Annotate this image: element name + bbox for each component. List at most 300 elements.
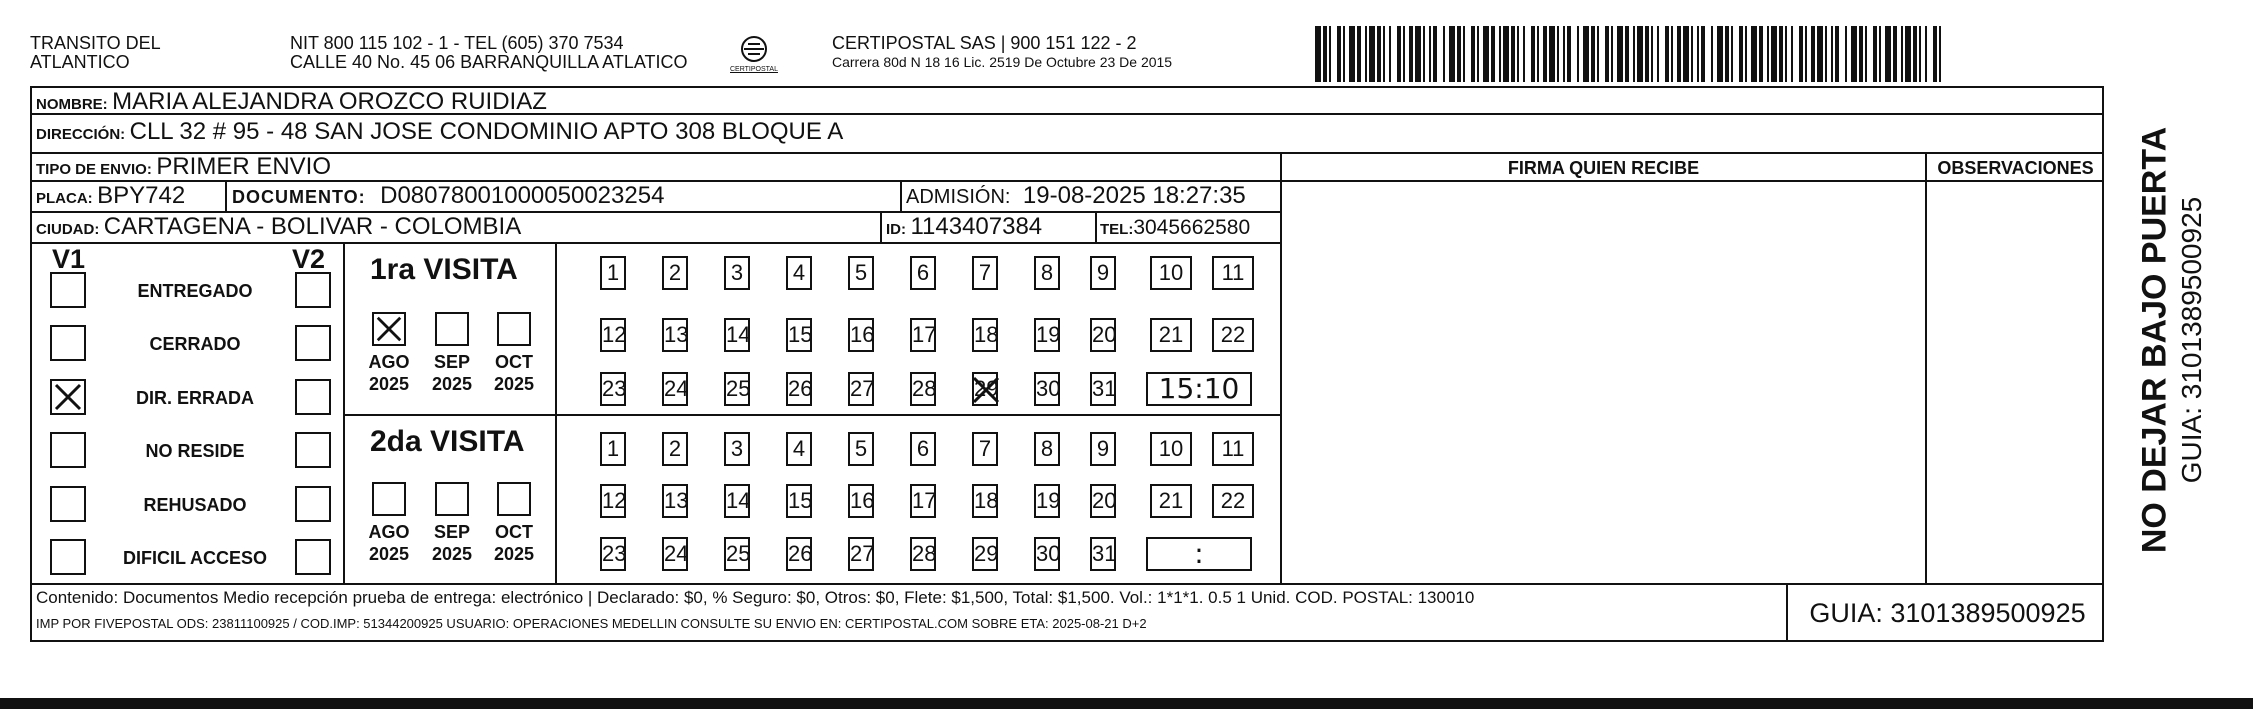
- visit1-month-checkbox[interactable]: [435, 312, 469, 346]
- visit1-time-value: 15:10: [1158, 372, 1240, 405]
- barcode-bar: [1499, 26, 1501, 82]
- visit1-day-box[interactable]: [910, 372, 936, 406]
- city-label: CIUDAD:: [36, 221, 100, 238]
- visit1-month-year: 2025: [493, 374, 535, 394]
- visit2-time-value: :: [1194, 537, 1204, 570]
- visit2-day-box[interactable]: [910, 432, 936, 466]
- barcode-bar: [1549, 26, 1555, 82]
- visit1-day-box[interactable]: [724, 318, 750, 352]
- barcode-bar: [1557, 26, 1559, 82]
- visit2-day-number: 25: [726, 541, 751, 566]
- visit2-day-number: 2: [668, 436, 682, 461]
- visit2-day-number: 9: [1096, 436, 1110, 461]
- visit2-day-number: 3: [730, 436, 744, 461]
- type-row: [36, 153, 331, 181]
- barcode-bar: [1771, 26, 1777, 82]
- visit2-day-number: 6: [916, 436, 930, 461]
- barcode-bar: [1463, 26, 1465, 82]
- sender-name-line2: ATLANTICO: [30, 52, 130, 72]
- barcode-bar: [1415, 26, 1421, 82]
- visit2-day-number: 31: [1092, 541, 1117, 566]
- footer-guide-number: GUIA: 3101389500925: [1809, 598, 2086, 628]
- visit2-day-number: 19: [1036, 488, 1061, 513]
- barcode-bar: [1511, 26, 1515, 82]
- barcode-bar: [1701, 26, 1705, 82]
- barcode-bar: [1563, 26, 1565, 82]
- visit1-day-number: 1: [606, 260, 620, 285]
- check-x-icon: [970, 374, 1002, 406]
- barcode-bar: [1767, 26, 1769, 82]
- barcode-bar: [1825, 26, 1827, 82]
- barcode-bar: [1901, 26, 1903, 82]
- visit2-day-number: 26: [788, 541, 813, 566]
- visit2-day-box[interactable]: [972, 484, 998, 518]
- visit1-day-number: 16: [850, 322, 875, 347]
- signature-header: FIRMA QUIEN RECIBE: [1507, 158, 1700, 178]
- visit1-day-number: 20: [1092, 322, 1117, 347]
- visit1-day-box[interactable]: [662, 256, 688, 290]
- barcode-bar: [1745, 26, 1747, 82]
- barcode-bar: [1357, 26, 1361, 82]
- visit1-month-year: 2025: [368, 374, 410, 394]
- visit2-day-number: 20: [1092, 488, 1117, 513]
- barcode-bar: [1389, 26, 1391, 82]
- barcode-bar: [1409, 26, 1413, 82]
- barcode-bar: [1925, 26, 1927, 82]
- v2-checkbox[interactable]: [295, 486, 331, 522]
- visit2-day-box[interactable]: [972, 432, 998, 466]
- visit1-day-box[interactable]: [1034, 256, 1060, 290]
- courier-address: Carrera 80d N 18 16 Lic. 2519 De Octubre 23 De 2015: [832, 54, 1173, 70]
- visit1-day-number: 14: [726, 322, 751, 347]
- visit2-month-checkbox[interactable]: [435, 482, 469, 516]
- barcode-bar: [1651, 26, 1653, 82]
- visit1-day-box[interactable]: [600, 318, 626, 352]
- observations-header: OBSERVACIONES: [1937, 158, 2094, 178]
- barcode-bar: [1523, 26, 1525, 82]
- visit1-day-box[interactable]: [1034, 318, 1060, 352]
- visit2-title: 2da VISITA: [370, 425, 525, 458]
- v2-checkbox[interactable]: [295, 379, 331, 415]
- status-label: ENTREGADO: [137, 281, 253, 301]
- visit2-day-box[interactable]: [910, 484, 936, 518]
- plate-label: PLACA:: [36, 190, 93, 207]
- visit1-day-number: 22: [1220, 322, 1246, 347]
- barcode-bar: [1717, 26, 1723, 82]
- visit2-day-number: 30: [1036, 541, 1061, 566]
- barcode-bar: [1577, 26, 1579, 82]
- v1-label: V1: [52, 244, 86, 274]
- visit2-day-number: 13: [664, 488, 689, 513]
- document-label: DOCUMENTO:: [232, 187, 366, 207]
- visit1-day-number: 17: [912, 322, 937, 347]
- visit2-month-label: OCT: [495, 522, 533, 542]
- visit2-day-number: 27: [850, 541, 875, 566]
- visit1-day-number: 2: [668, 260, 682, 285]
- barcode-bar: [1429, 26, 1431, 82]
- certipostal-logo: [730, 32, 778, 76]
- visit2-day-box[interactable]: [662, 432, 688, 466]
- visit1-day-box[interactable]: [848, 256, 874, 290]
- status-label: REHUSADO: [143, 495, 247, 515]
- visit1-day-number: 4: [792, 260, 806, 285]
- visit1-day-box[interactable]: [1212, 318, 1254, 352]
- barcode-bar: [1645, 26, 1649, 82]
- visit2-day-box[interactable]: [1090, 537, 1116, 571]
- visit2-day-box[interactable]: [1150, 484, 1192, 518]
- courier-nit: CERTIPOSTAL SAS | 900 151 122 - 2: [832, 33, 1137, 53]
- visit1-day-number: 6: [916, 260, 930, 285]
- barcode-bar: [1893, 26, 1897, 82]
- visit2-day-box[interactable]: [724, 537, 750, 571]
- visit2-day-box[interactable]: [1212, 484, 1254, 518]
- barcode-bar: [1919, 26, 1921, 82]
- visit2-day-number: 22: [1220, 488, 1246, 513]
- visit1-day-number: 5: [854, 260, 868, 285]
- address-label: DIRECCIÓN:: [36, 126, 126, 143]
- barcode-bar: [1905, 26, 1911, 82]
- barcode-bar: [1759, 26, 1763, 82]
- visit1-day-box[interactable]: [786, 256, 812, 290]
- v2-checkbox[interactable]: [295, 539, 331, 575]
- visit2-time-box[interactable]: [1146, 537, 1252, 571]
- barcode-bar: [1591, 26, 1595, 82]
- visit2-day-box[interactable]: [786, 484, 812, 518]
- visit2-month-checkbox[interactable]: [372, 482, 406, 516]
- tel-value: 3045662580: [1133, 216, 1251, 239]
- visit2-day-box[interactable]: [724, 432, 750, 466]
- visit1-day-number: 29: [974, 376, 999, 401]
- barcode-bar: [1731, 26, 1733, 82]
- tel-label: TEL:: [1100, 221, 1134, 238]
- visit1-day-box[interactable]: [600, 256, 626, 290]
- visit1-day-number: 11: [1221, 260, 1245, 285]
- visit1-time-box[interactable]: [1146, 372, 1252, 406]
- visit2-month-label: AGO: [368, 522, 410, 542]
- visit2-day-box[interactable]: [724, 484, 750, 518]
- barcode-bar: [1811, 26, 1815, 82]
- visit2-day-number: 18: [974, 488, 999, 513]
- visit1-day-box[interactable]: [910, 256, 936, 290]
- barcode-bar: [1543, 26, 1547, 82]
- v1-checkbox[interactable]: [50, 486, 86, 522]
- visit2-day-box[interactable]: [972, 537, 998, 571]
- barcode-bar: [1913, 26, 1917, 82]
- barcode-bar: [1449, 26, 1455, 82]
- visit2-day-number: 7: [978, 436, 992, 461]
- visit2-day-number: 5: [854, 436, 868, 461]
- visit2-day-box[interactable]: [848, 537, 874, 571]
- visit2-day-number: 23: [602, 541, 627, 566]
- logo-caption: CERTIPOSTAL: [730, 66, 778, 73]
- tel-field: [1100, 216, 1250, 240]
- barcode-bar: [1343, 26, 1345, 82]
- barcode-bar: [1933, 26, 1937, 82]
- sender-contact: [290, 34, 688, 72]
- visit1-day-number: 12: [602, 322, 627, 347]
- barcode-bar: [1597, 26, 1599, 82]
- visit2-day-box[interactable]: [1034, 537, 1060, 571]
- barcode-bar: [1725, 26, 1729, 82]
- barcode-bar: [1625, 26, 1629, 82]
- barcode-bar: [1939, 26, 1941, 82]
- plate-field: [36, 182, 185, 210]
- visit1-day-number: 10: [1158, 260, 1184, 285]
- visit1-day-number: 27: [850, 376, 875, 401]
- visit2-day-box[interactable]: [848, 432, 874, 466]
- name-label: NOMBRE:: [36, 96, 108, 113]
- visit1-day-box[interactable]: [1150, 256, 1192, 290]
- shipment-type: PRIMER ENVIO: [156, 153, 332, 180]
- visit1-day-box[interactable]: [786, 372, 812, 406]
- barcode-bar: [1791, 26, 1793, 82]
- v2-label: V2: [292, 244, 326, 274]
- visit1-day-number: 15: [788, 322, 813, 347]
- visit1-day-box[interactable]: [972, 318, 998, 352]
- admission-value: 19-08-2025 18:27:35: [1022, 182, 1246, 209]
- visit2-day-box[interactable]: [600, 537, 626, 571]
- barcode-bar: [1483, 26, 1489, 82]
- document-field: [232, 182, 664, 210]
- visit2-day-box[interactable]: [910, 537, 936, 571]
- visit2-day-box[interactable]: [1034, 432, 1060, 466]
- visit2-month-year: 2025: [431, 544, 473, 564]
- status-label: CERRADO: [149, 334, 241, 354]
- barcode-bar: [1865, 26, 1867, 82]
- barcode-bar: [1885, 26, 1891, 82]
- visit2-month-label: SEP: [433, 522, 471, 542]
- barcode-bar: [1433, 26, 1437, 82]
- visit2-day-number: 8: [1040, 436, 1054, 461]
- barcode-bar: [1633, 26, 1635, 82]
- barcode-bar: [1365, 26, 1367, 82]
- barcode-bar: [1785, 26, 1787, 82]
- visit1-day-number: 30: [1036, 376, 1061, 401]
- visit1-day-number: 7: [978, 260, 992, 285]
- barcode-bar: [1423, 26, 1425, 82]
- visit2-day-box[interactable]: [1090, 484, 1116, 518]
- city-field: [36, 213, 521, 241]
- visit1-day-box[interactable]: [972, 256, 998, 290]
- visit2-day-box[interactable]: [662, 537, 688, 571]
- visit1-day-box[interactable]: [848, 318, 874, 352]
- barcode-bar: [1323, 26, 1327, 82]
- visit2-day-number: 1: [606, 436, 620, 461]
- visit1-day-number: 23: [602, 376, 627, 401]
- visit1-day-number: 31: [1092, 376, 1117, 401]
- visit2-day-number: 12: [602, 488, 627, 513]
- visit1-day-box[interactable]: [1150, 318, 1192, 352]
- barcode-bar: [1503, 26, 1509, 82]
- recipient-address: CLL 32 # 95 - 48 SAN JOSE CONDOMINIO APTO 308 BLOQUE A: [129, 118, 844, 145]
- visit1-day-box[interactable]: [724, 256, 750, 290]
- sender-address: CALLE 40 No. 45 06 BARRANQUILLA ATLATICO: [290, 52, 688, 72]
- visit1-day-number: 26: [788, 376, 813, 401]
- visit2-day-number: 21: [1158, 488, 1184, 513]
- barcode-bar: [1457, 26, 1461, 82]
- v1-checkbox[interactable]: [50, 325, 86, 361]
- name-row: [36, 88, 547, 116]
- visit2-day-box[interactable]: [600, 432, 626, 466]
- visit2-day-number: 17: [912, 488, 937, 513]
- visit1-day-box[interactable]: [848, 372, 874, 406]
- sender-nit-tel: NIT 800 115 102 - 1 - TEL (605) 370 7534: [290, 33, 624, 53]
- visit2-day-number: 29: [974, 541, 999, 566]
- barcode-bar: [1617, 26, 1623, 82]
- v2-checkbox[interactable]: [295, 432, 331, 468]
- barcode-bar: [1349, 26, 1355, 82]
- barcode-bar: [1879, 26, 1881, 82]
- barcode-bar: [1383, 26, 1385, 82]
- barcode-bar: [1683, 26, 1689, 82]
- barcode-bar: [1369, 26, 1375, 82]
- barcode-bar: [1443, 26, 1445, 82]
- barcode-bar: [1873, 26, 1877, 82]
- barcode-bar: [1671, 26, 1673, 82]
- v1-checkbox[interactable]: [50, 379, 86, 415]
- v2-checkbox[interactable]: [295, 272, 331, 308]
- barcode-bar: [1329, 26, 1331, 82]
- sender-name: [30, 34, 161, 72]
- visit2-day-box[interactable]: [1090, 432, 1116, 466]
- barcode-bar: [1657, 26, 1659, 82]
- barcode-bar: [1779, 26, 1783, 82]
- barcode-bar: [1805, 26, 1807, 82]
- visit1-day-number: 8: [1040, 260, 1054, 285]
- visit2-day-box[interactable]: [848, 484, 874, 518]
- barcode-bar: [1751, 26, 1757, 82]
- barcode-bar: [1851, 26, 1857, 82]
- barcode-bar: [1835, 26, 1839, 82]
- v1-checkbox[interactable]: [50, 272, 86, 308]
- barcode-bar: [1611, 26, 1613, 82]
- print-line: IMP POR FIVEPOSTAL ODS: 23811100925 / COD.IMP: 51344200925 USUARIO: OPERACIONES MEDELLIN CONSULTE SU ENVIO EN: CERTIPOSTAL.COM SOBRE ETA: 2025-08-21 D+2: [36, 616, 1147, 631]
- visit2-day-box[interactable]: [786, 432, 812, 466]
- barcode-bar: [1471, 26, 1475, 82]
- visit2-month-year: 2025: [493, 544, 535, 564]
- barcode-bar: [1531, 26, 1535, 82]
- barcode-bar: [1697, 26, 1699, 82]
- visit2-day-number: 16: [850, 488, 875, 513]
- visit2-day-box[interactable]: [662, 484, 688, 518]
- barcode-bar: [1491, 26, 1495, 82]
- barcode-bar: [1799, 26, 1803, 82]
- visit1-day-number: 9: [1096, 260, 1110, 285]
- barcode-bar: [1711, 26, 1713, 82]
- visit1-month-year: 2025: [431, 374, 473, 394]
- content-line: Contenido: Documentos Medio recepción prueba de entrega: electrónico | Declarado: $0, % Seguro: $0, Otros: $0, Flete: $1,500, Total: $1,500. Vol.: 1*1*1. 0.5 1 Unid. COD. POSTAL: 130010: [36, 588, 1475, 607]
- visit1-month-label: AGO: [368, 352, 410, 372]
- visit2-day-number: 14: [726, 488, 751, 513]
- recipient-name: MARIA ALEJANDRA OROZCO RUIDIAZ: [112, 88, 547, 115]
- barcode-bar: [1739, 26, 1743, 82]
- visit1-month-label: OCT: [495, 352, 533, 372]
- status-label: NO RESIDE: [145, 441, 245, 461]
- visit1-day-number: 19: [1036, 322, 1061, 347]
- visit2-day-box[interactable]: [1212, 432, 1254, 466]
- visit1-day-box[interactable]: [1090, 372, 1116, 406]
- visit1-day-box[interactable]: [1034, 372, 1060, 406]
- barcode-bar: [1637, 26, 1643, 82]
- plate-value: BPY742: [97, 182, 186, 209]
- visit2-day-box[interactable]: [786, 537, 812, 571]
- barcode-bar: [1517, 26, 1519, 82]
- visit1-day-box[interactable]: [972, 372, 998, 406]
- visit1-day-number: 13: [664, 322, 689, 347]
- visit1-day-number: 3: [730, 260, 744, 285]
- visit2-day-box[interactable]: [1034, 484, 1060, 518]
- barcode-bar: [1397, 26, 1401, 82]
- address-row: [36, 118, 843, 146]
- visit2-day-number: 24: [664, 541, 689, 566]
- visit1-day-box[interactable]: [1090, 256, 1116, 290]
- barcode-bar: [1831, 26, 1833, 82]
- admission-field: [906, 182, 1246, 210]
- barcode: [1315, 26, 1945, 82]
- id-field: [886, 213, 1042, 241]
- visit2-day-number: 11: [1221, 436, 1245, 461]
- visit2-day-box[interactable]: [600, 484, 626, 518]
- day-strike-icon: [970, 374, 1002, 414]
- barcode-bar: [1477, 26, 1479, 82]
- visit1-day-number: 25: [726, 376, 751, 401]
- barcode-bar: [1337, 26, 1341, 82]
- visit1-day-box[interactable]: [786, 318, 812, 352]
- barcode-bar: [1859, 26, 1863, 82]
- bottom-edge-band: [0, 698, 2253, 709]
- barcode-bar: [1817, 26, 1823, 82]
- status-label: DIR. ERRADA: [135, 388, 254, 408]
- visit2-month-checkbox[interactable]: [497, 482, 531, 516]
- barcode-bar: [1605, 26, 1609, 82]
- admission-label: ADMISIÓN:: [906, 186, 1011, 208]
- visit1-day-box[interactable]: [600, 372, 626, 406]
- visit2-month-year: 2025: [368, 544, 410, 564]
- visit1-day-number: 28: [912, 376, 937, 401]
- barcode-bar: [1677, 26, 1681, 82]
- id-label: ID:: [886, 221, 906, 238]
- visit2-day-number: 10: [1158, 436, 1184, 461]
- check-x-icon: [52, 381, 84, 413]
- v2-checkbox[interactable]: [295, 325, 331, 361]
- barcode-bar: [1377, 26, 1381, 82]
- side-warning: NO DEJAR BAJO PUERTA: [2135, 126, 2174, 554]
- visit2-day-number: 28: [912, 541, 937, 566]
- visit1-day-box[interactable]: [910, 318, 936, 352]
- courier-info: [832, 34, 1172, 72]
- sender-name-line1: TRANSITO DEL: [30, 33, 161, 53]
- visit1-day-number: 18: [974, 322, 999, 347]
- visit1-month-label: SEP: [433, 352, 471, 372]
- visit2-day-number: 15: [788, 488, 813, 513]
- visit1-day-box[interactable]: [1212, 256, 1254, 290]
- status-label: DIFICIL ACCESO: [122, 548, 267, 568]
- visit1-day-box[interactable]: [662, 318, 688, 352]
- visit2-day-box[interactable]: [1150, 432, 1192, 466]
- visit1-month-checkbox[interactable]: [497, 312, 531, 346]
- visit1-day-number: 21: [1158, 322, 1184, 347]
- barcode-bar: [1403, 26, 1405, 82]
- visit1-day-box[interactable]: [724, 372, 750, 406]
- v1-checkbox[interactable]: [50, 432, 86, 468]
- visit1-title: 1ra VISITA: [370, 253, 518, 286]
- barcode-bar: [1315, 26, 1321, 82]
- v1-checkbox[interactable]: [50, 539, 86, 575]
- visit1-day-box[interactable]: [662, 372, 688, 406]
- visit1-day-box[interactable]: [1090, 318, 1116, 352]
- visit1-month-checkbox[interactable]: [372, 312, 406, 346]
- type-label: TIPO DE ENVIO:: [36, 161, 152, 178]
